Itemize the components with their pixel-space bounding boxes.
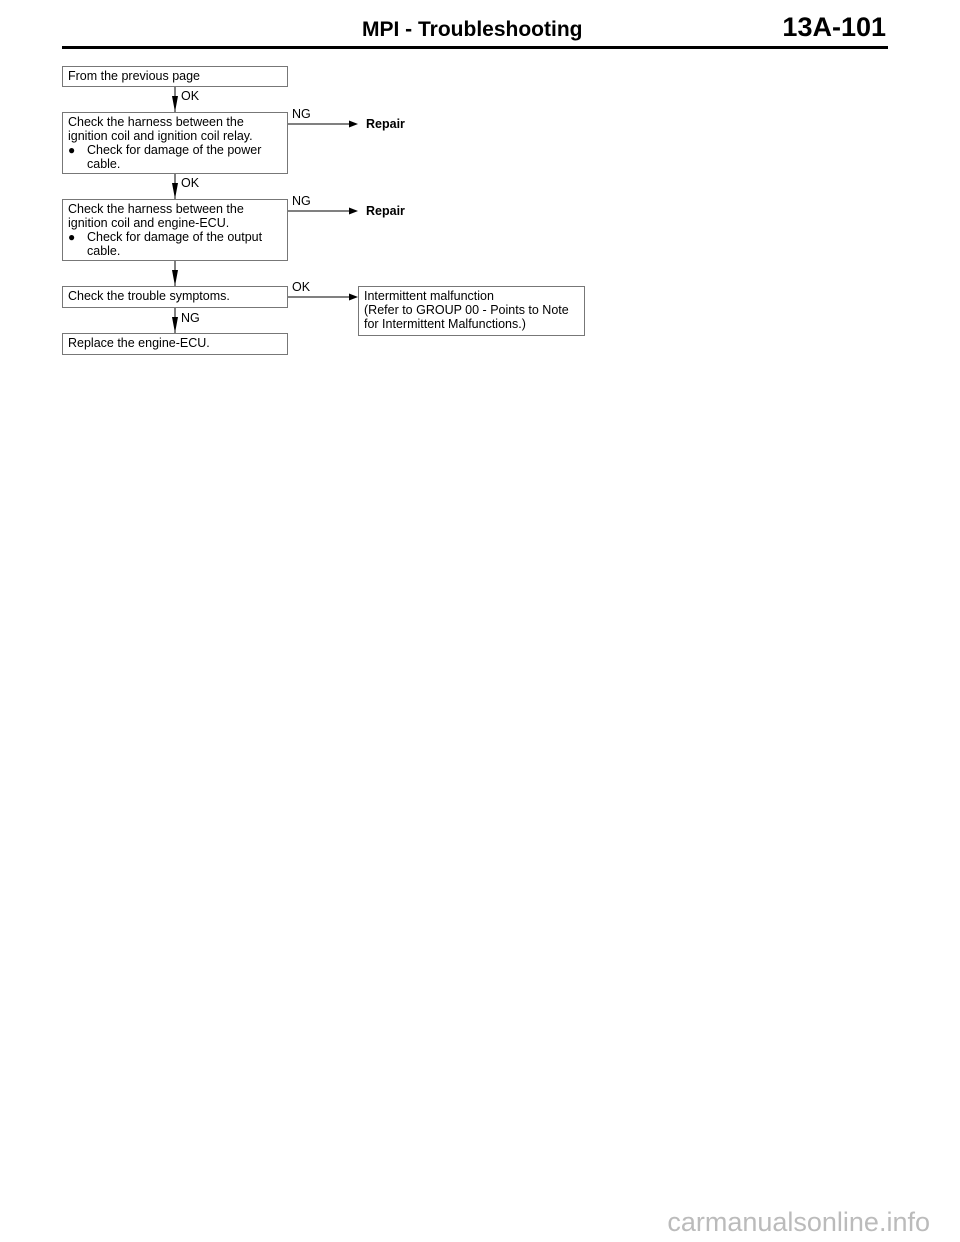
- box-replace-ecu: [62, 333, 288, 355]
- step1-bullet: [68, 143, 282, 171]
- box-previous-page-text: From the previous page: [68, 69, 201, 83]
- step2-bullet: [68, 230, 282, 258]
- step2-bullet-text: Check for damage of the output cable.: [87, 230, 263, 258]
- bullet-dot: ●: [68, 143, 76, 157]
- step1-bullet-text: Check for damage of the power cable.: [87, 143, 262, 171]
- page-title: MPI - Troubleshooting: [362, 18, 583, 41]
- label-ok-2: OK: [181, 176, 200, 190]
- bullet-dot: ●: [68, 230, 76, 244]
- label-ng-1: NG: [292, 107, 311, 121]
- intermittent-line3: for Intermittent Malfunctions.): [364, 317, 526, 331]
- outcome-repair-1: Repair: [366, 117, 405, 131]
- intermittent-line1: Intermittent malfunction: [364, 289, 494, 303]
- label-ok-3: OK: [292, 280, 311, 294]
- label-ng-2: NG: [292, 194, 311, 208]
- page-number: 13A-101: [782, 12, 886, 42]
- box-previous-page: [62, 66, 288, 87]
- step2-line2: ignition coil and engine-ECU.: [68, 216, 230, 230]
- watermark: carmanualsonline.info: [667, 1207, 930, 1237]
- outcome-repair-2: Repair: [366, 204, 405, 218]
- step2-line1: Check the harness between the: [68, 202, 244, 216]
- step4-text: Replace the engine-ECU.: [68, 336, 210, 350]
- box-check-harness-ecu: [62, 199, 288, 261]
- step1-line2: ignition coil and ignition coil relay.: [68, 129, 253, 143]
- box-check-harness-relay: [62, 112, 288, 174]
- step3-text: Check the trouble symptoms.: [68, 289, 230, 303]
- label-ok-1: OK: [181, 89, 200, 103]
- step1-line1: Check the harness between the: [68, 115, 244, 129]
- label-ng-3: NG: [181, 311, 200, 325]
- box-intermittent-malfunction: [358, 286, 585, 336]
- box-check-trouble-symptoms: [62, 286, 288, 308]
- intermittent-line2: (Refer to GROUP 00 - Points to Note: [364, 303, 569, 317]
